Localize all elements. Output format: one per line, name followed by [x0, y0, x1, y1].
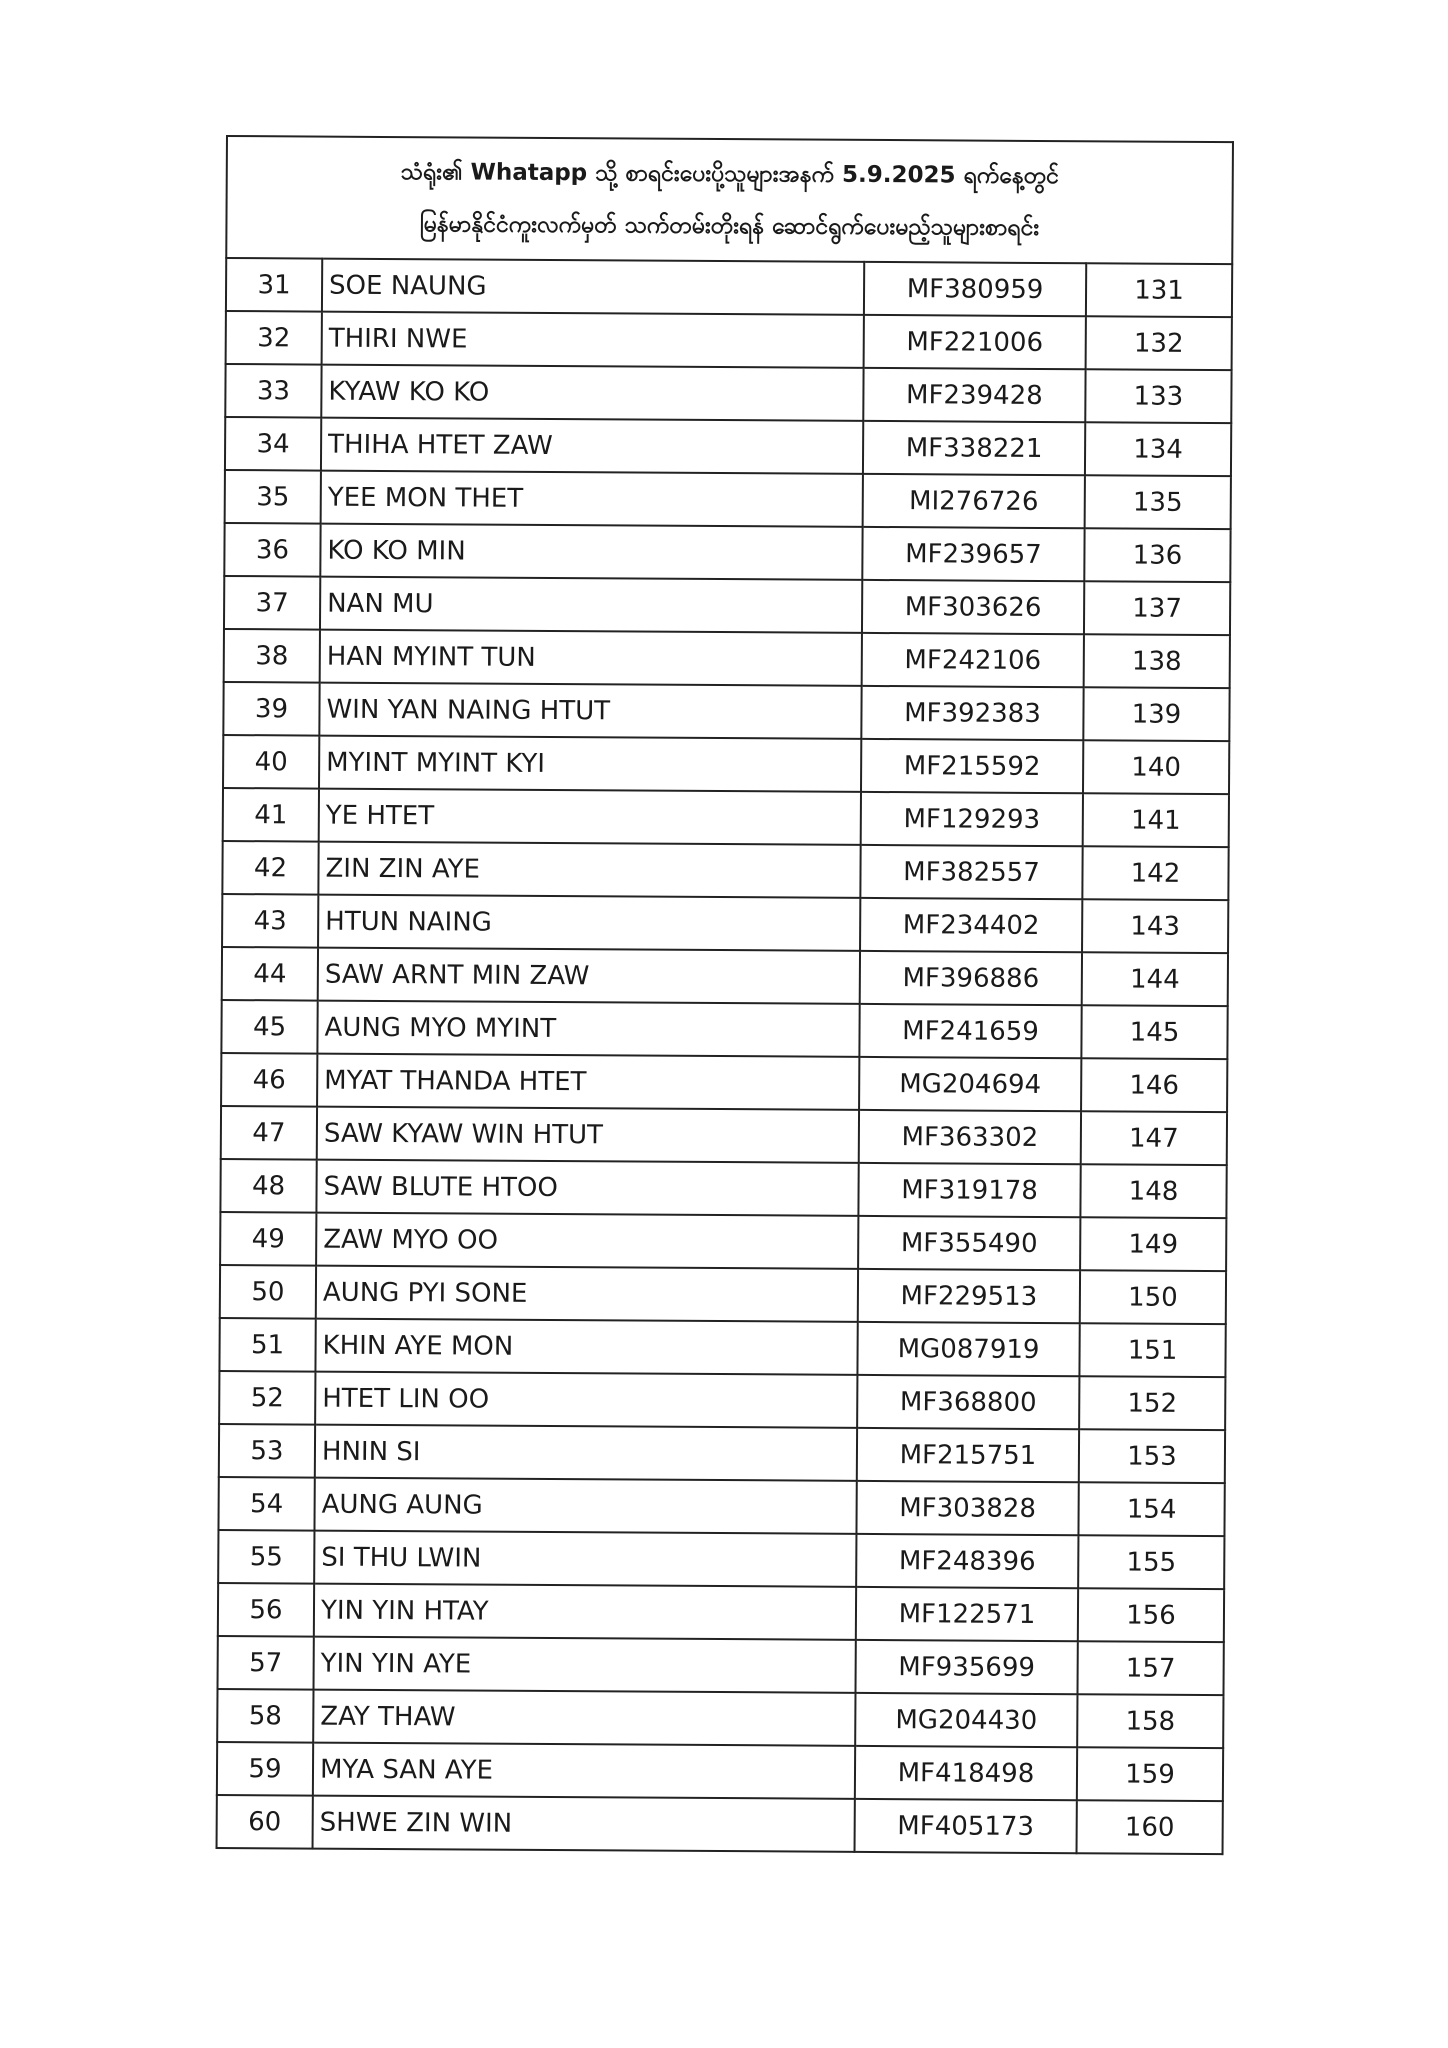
- sequence-number: 137: [1084, 581, 1230, 635]
- table-row: [220, 1212, 1226, 1271]
- sequence-number: 147: [1081, 1111, 1227, 1165]
- row-number: 48: [220, 1159, 316, 1213]
- table-row: [219, 1371, 1225, 1430]
- table-row: [220, 1159, 1226, 1218]
- row-number: 31: [226, 258, 322, 312]
- sequence-number: 142: [1082, 846, 1228, 900]
- person-name: YIN YIN HTAY: [314, 1584, 856, 1640]
- passport-number: MG087919: [857, 1322, 1079, 1376]
- table-row: [222, 947, 1228, 1006]
- person-name: SAW BLUTE HTOO: [316, 1160, 858, 1216]
- title-box: [225, 135, 1234, 263]
- sequence-number: 160: [1077, 1800, 1223, 1854]
- passport-number: MF215592: [861, 739, 1083, 793]
- sequence-number: 148: [1080, 1164, 1226, 1218]
- sequence-number: 150: [1080, 1270, 1226, 1324]
- sequence-number: 155: [1078, 1535, 1224, 1589]
- row-number: 42: [222, 841, 318, 895]
- sequence-number: 138: [1084, 634, 1230, 688]
- table-row: [220, 1265, 1226, 1324]
- table-row: [221, 1106, 1227, 1165]
- passport-number: MI276726: [863, 474, 1085, 528]
- table-row: [218, 1636, 1224, 1695]
- sequence-number: 149: [1080, 1217, 1226, 1271]
- sequence-number: 144: [1082, 952, 1228, 1006]
- table-row: [222, 894, 1228, 953]
- person-name: KYAW KO KO: [321, 365, 863, 421]
- row-number: 58: [217, 1689, 313, 1743]
- sequence-number: 143: [1082, 899, 1228, 953]
- table-row: [219, 1424, 1225, 1483]
- person-name: ZAY THAW: [313, 1690, 855, 1746]
- passport-number: MF392383: [861, 686, 1083, 740]
- person-name: AUNG MYO MYINT: [317, 1001, 859, 1057]
- table-row: [226, 258, 1232, 317]
- sequence-number: 157: [1077, 1641, 1223, 1695]
- person-name: YEE MON THET: [321, 471, 863, 527]
- passport-number: MF355490: [858, 1216, 1080, 1270]
- person-name: HTET LIN OO: [315, 1372, 857, 1428]
- person-name: SI THU LWIN: [314, 1531, 856, 1587]
- row-number: 33: [225, 364, 321, 418]
- passport-number: MF303626: [862, 580, 1084, 634]
- passport-number: MF303828: [856, 1481, 1078, 1535]
- document-sheet: [216, 135, 1234, 1855]
- passport-number: MF122571: [856, 1587, 1078, 1641]
- passport-number: MF242106: [862, 633, 1084, 687]
- person-name: MYA SAN AYE: [313, 1743, 855, 1799]
- row-number: 39: [223, 682, 319, 736]
- passport-number: MF368800: [857, 1375, 1079, 1429]
- row-number: 43: [222, 894, 318, 948]
- table-row: [225, 364, 1231, 423]
- table-body: [217, 258, 1233, 1854]
- title-line-1: သံရုံး၏ Whatapp သို့ စာရင်းပေးပို့သူများအနက် 5.9.2025 ရက်နေ့တွင်: [400, 159, 1059, 190]
- sequence-number: 156: [1078, 1588, 1224, 1642]
- person-name: WIN YAN NAING HTUT: [319, 683, 861, 739]
- passport-number: MF382557: [860, 845, 1082, 899]
- table-row: [221, 1000, 1227, 1059]
- person-name: YIN YIN AYE: [314, 1637, 856, 1693]
- sequence-number: 136: [1084, 528, 1230, 582]
- person-name: YE HTET: [319, 789, 861, 845]
- row-number: 59: [217, 1742, 313, 1796]
- table-row: [225, 417, 1231, 476]
- row-number: 37: [224, 576, 320, 630]
- sequence-number: 146: [1081, 1058, 1227, 1112]
- row-number: 35: [225, 470, 321, 524]
- person-name: KO KO MIN: [320, 524, 862, 580]
- row-number: 36: [224, 523, 320, 577]
- table-row: [226, 311, 1232, 370]
- sequence-number: 140: [1083, 740, 1229, 794]
- person-name: ZIN ZIN AYE: [318, 842, 860, 898]
- row-number: 45: [221, 1000, 317, 1054]
- passport-number: MF338221: [863, 421, 1085, 475]
- person-name: THIHA HTET ZAW: [321, 418, 863, 474]
- row-number: 50: [220, 1265, 316, 1319]
- passport-number: MG204430: [855, 1693, 1077, 1747]
- table-row: [219, 1318, 1225, 1377]
- table-row: [221, 1053, 1227, 1112]
- sequence-number: 158: [1077, 1694, 1223, 1748]
- table-row: [218, 1583, 1224, 1642]
- row-number: 38: [224, 629, 320, 683]
- person-name: HNIN SI: [315, 1425, 857, 1481]
- row-number: 40: [223, 735, 319, 789]
- table-row: [222, 841, 1228, 900]
- table-row: [224, 523, 1230, 582]
- table-row: [225, 470, 1231, 529]
- passport-number: MF363302: [859, 1110, 1081, 1164]
- row-number: 34: [225, 417, 321, 471]
- sequence-number: 141: [1083, 793, 1229, 847]
- title-line-2: မြန်မာနိုင်ငံကူးလက်မှတ် သက်တမ်းတိုးရန် ဆောင်ရွက်ပေးမည့်သူများစာရင်း: [419, 211, 1040, 241]
- passport-number: MG204694: [859, 1057, 1081, 1111]
- person-name: AUNG PYI SONE: [316, 1266, 858, 1322]
- sequence-number: 131: [1086, 263, 1232, 317]
- passport-number: MF248396: [856, 1534, 1078, 1588]
- sequence-number: 151: [1079, 1323, 1225, 1377]
- sequence-number: 134: [1085, 422, 1231, 476]
- person-name: THIRI NWE: [322, 312, 864, 368]
- person-name: KHIN AYE MON: [315, 1319, 857, 1375]
- table-row: [218, 1477, 1224, 1536]
- person-name: ZAW MYO OO: [316, 1213, 858, 1269]
- row-number: 51: [219, 1318, 315, 1372]
- row-number: 57: [218, 1636, 314, 1690]
- sequence-number: 159: [1077, 1747, 1223, 1801]
- row-number: 60: [217, 1795, 313, 1849]
- person-name: HAN MYINT TUN: [320, 630, 862, 686]
- person-name: MYAT THANDA HTET: [317, 1054, 859, 1110]
- row-number: 46: [221, 1053, 317, 1107]
- row-number: 32: [226, 311, 322, 365]
- table-row: [217, 1689, 1223, 1748]
- row-number: 53: [219, 1424, 315, 1478]
- passport-number: MF396886: [860, 951, 1082, 1005]
- passport-number: MF229513: [858, 1269, 1080, 1323]
- passport-number: MF239428: [863, 368, 1085, 422]
- passport-number: MF380959: [864, 262, 1086, 316]
- passport-number: MF239657: [862, 527, 1084, 581]
- person-name: NAN MU: [320, 577, 862, 633]
- table-row: [223, 682, 1229, 741]
- table-row: [223, 788, 1229, 847]
- sequence-number: 139: [1083, 687, 1229, 741]
- person-name: SOE NAUNG: [322, 259, 864, 315]
- table-row: [223, 735, 1229, 794]
- sequence-number: 153: [1079, 1429, 1225, 1483]
- table-row: [218, 1530, 1224, 1589]
- person-name: MYINT MYINT KYI: [319, 736, 861, 792]
- sequence-number: 152: [1079, 1376, 1225, 1430]
- person-name: SAW KYAW WIN HTUT: [317, 1107, 859, 1163]
- passport-number: MF418498: [855, 1746, 1077, 1800]
- person-name: AUNG AUNG: [314, 1478, 856, 1534]
- person-name: SAW ARNT MIN ZAW: [318, 948, 860, 1004]
- person-name: HTUN NAING: [318, 895, 860, 951]
- passport-list-table: [216, 257, 1234, 1855]
- person-name: SHWE ZIN WIN: [313, 1796, 855, 1852]
- sequence-number: 132: [1086, 316, 1232, 370]
- table-row: [224, 576, 1230, 635]
- row-number: 54: [218, 1477, 314, 1531]
- passport-number: MF221006: [864, 315, 1086, 369]
- passport-number: MF215751: [857, 1428, 1079, 1482]
- row-number: 47: [221, 1106, 317, 1160]
- passport-number: MF319178: [858, 1163, 1080, 1217]
- row-number: 44: [222, 947, 318, 1001]
- passport-number: MF935699: [855, 1640, 1077, 1694]
- passport-number: MF234402: [860, 898, 1082, 952]
- sequence-number: 135: [1085, 475, 1231, 529]
- table-row: [217, 1742, 1223, 1801]
- sequence-number: 133: [1085, 369, 1231, 423]
- row-number: 41: [223, 788, 319, 842]
- passport-number: MF241659: [859, 1004, 1081, 1058]
- passport-number: MF405173: [855, 1799, 1077, 1853]
- row-number: 56: [218, 1583, 314, 1637]
- table-row: [217, 1795, 1223, 1854]
- sequence-number: 154: [1078, 1482, 1224, 1536]
- row-number: 52: [219, 1371, 315, 1425]
- table-row: [224, 629, 1230, 688]
- row-number: 55: [218, 1530, 314, 1584]
- passport-number: MF129293: [861, 792, 1083, 846]
- sequence-number: 145: [1081, 1005, 1227, 1059]
- row-number: 49: [220, 1212, 316, 1266]
